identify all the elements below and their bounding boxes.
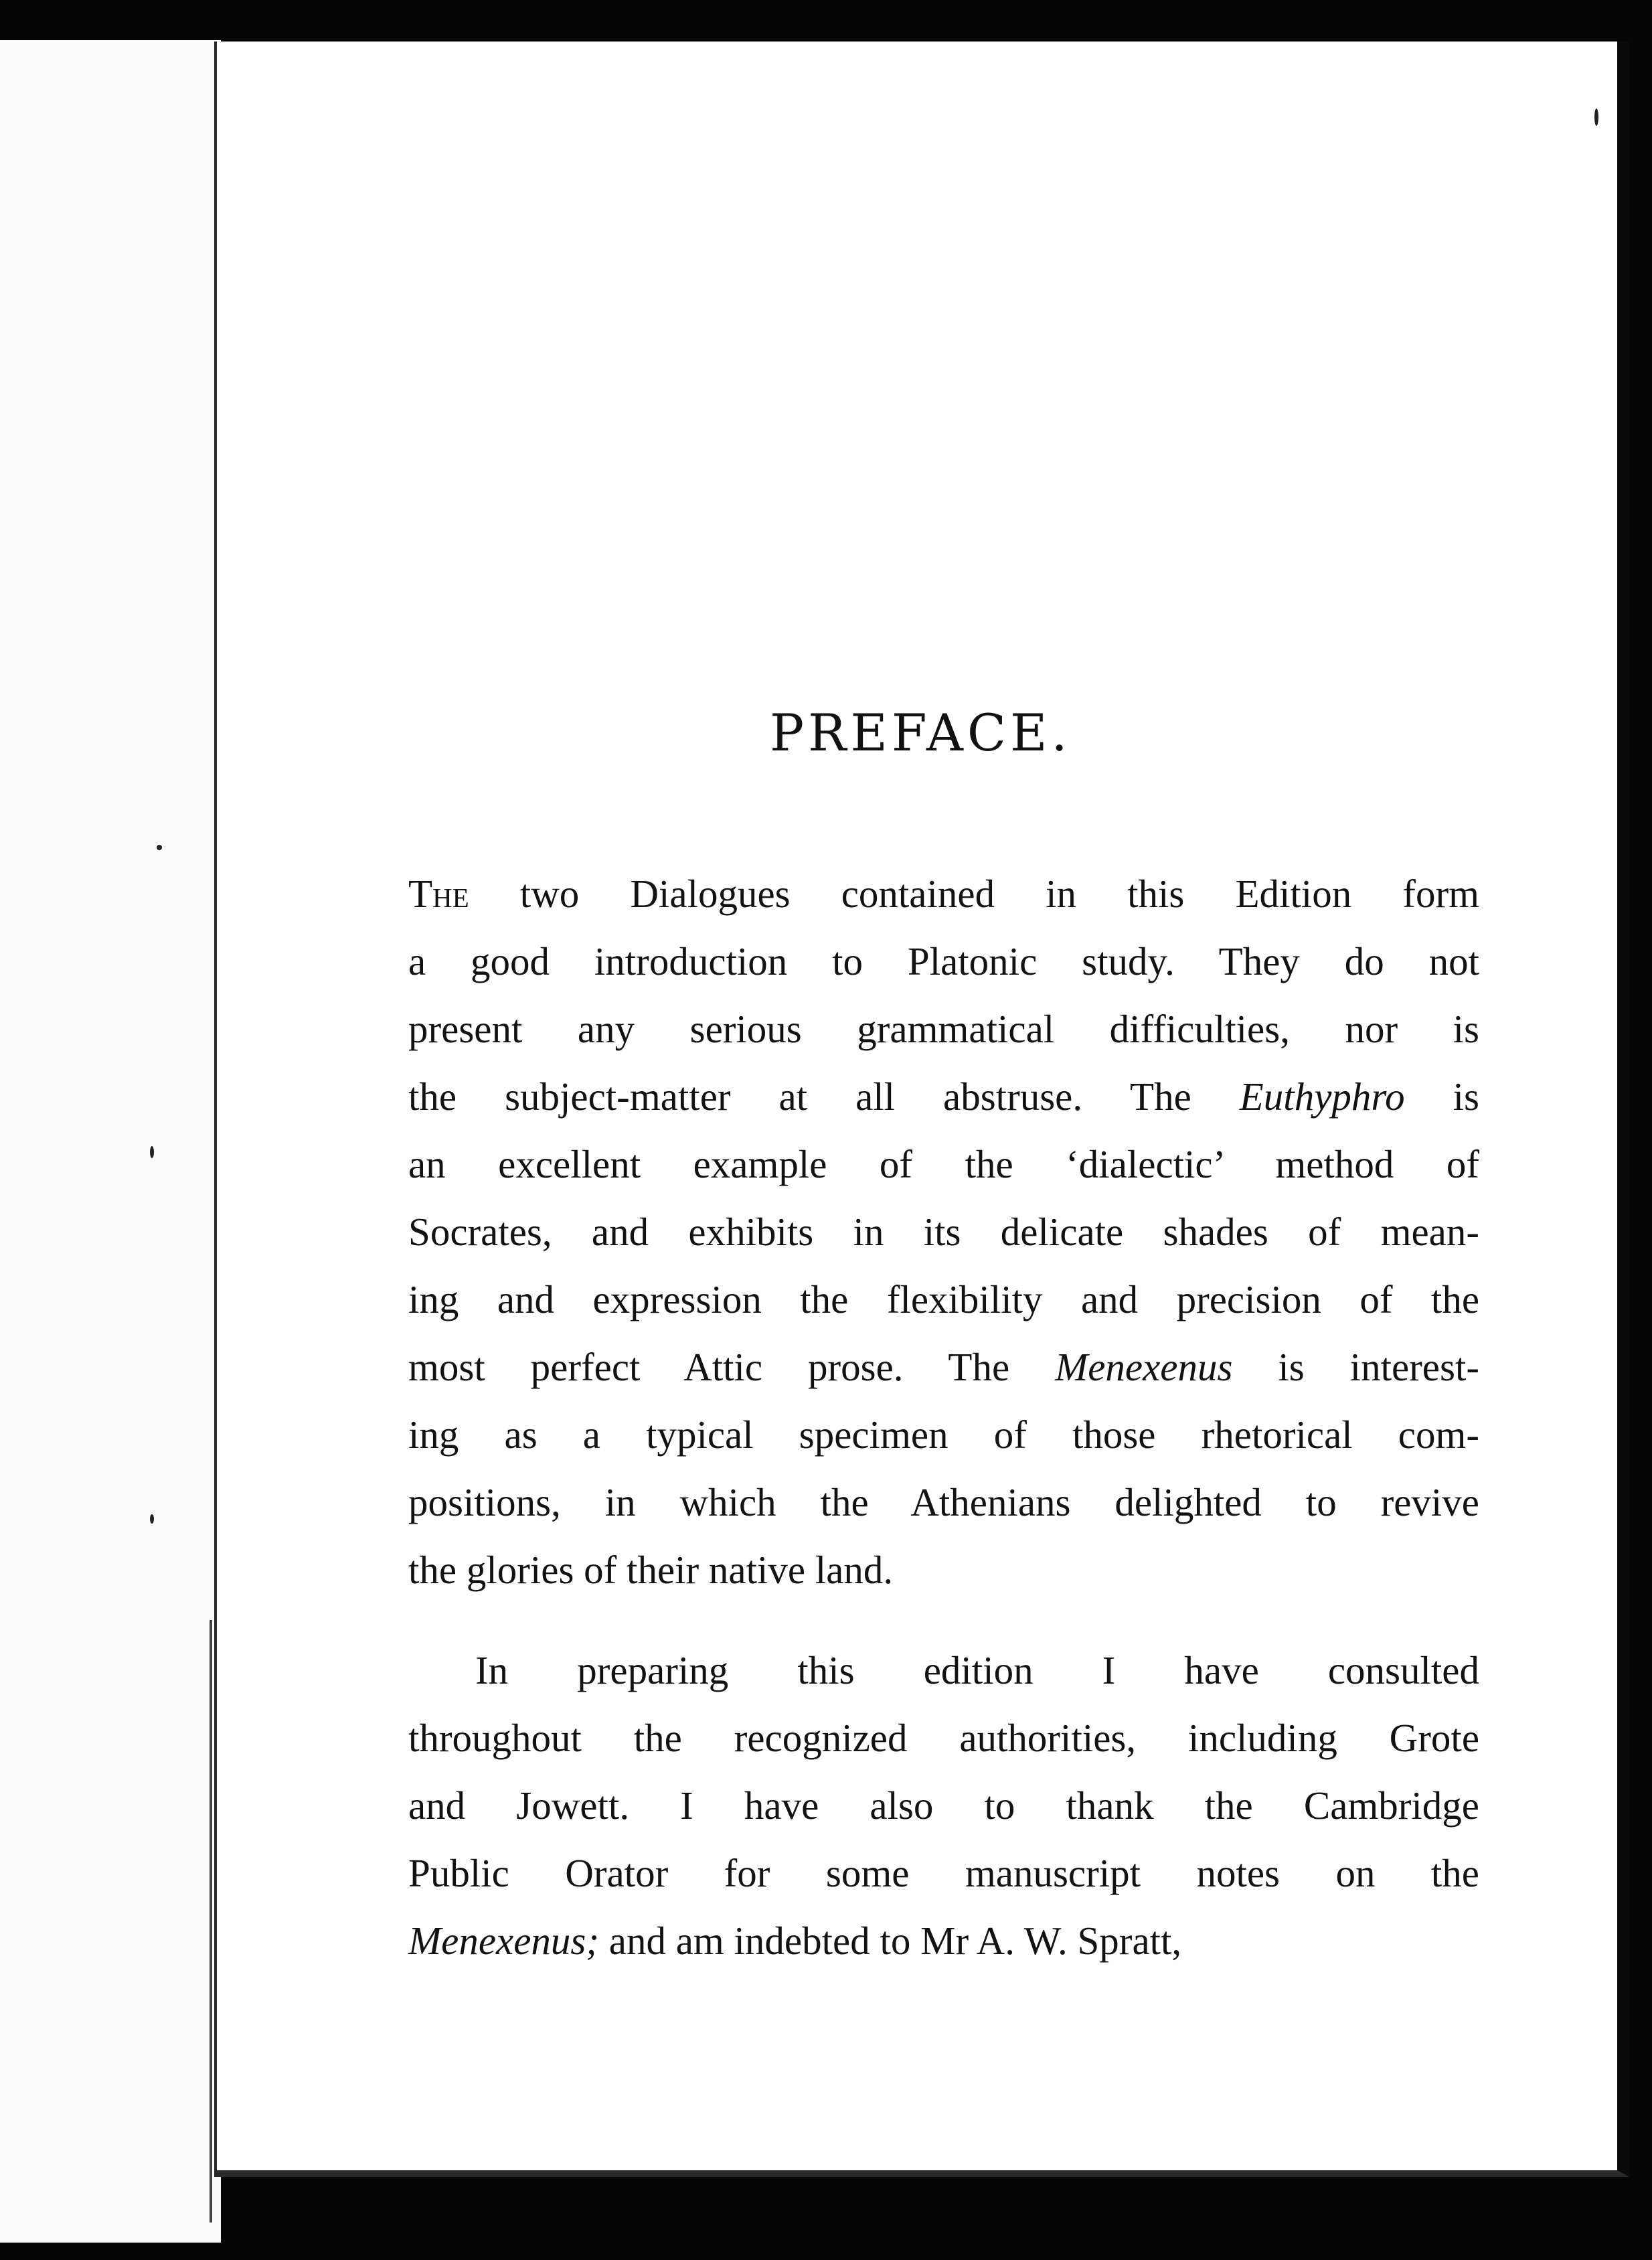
page-title: PREFACE. <box>770 703 1072 762</box>
text-line <box>408 1334 1479 1401</box>
text-run: most perfect Attic prose. The <box>408 1345 1056 1389</box>
italic-title: Menexenus; <box>408 1919 600 1963</box>
text-run: throughout the recognized authorities, including Grote <box>408 1716 1479 1760</box>
text-run: and am indebted to Mr A. W. Spratt, <box>599 1919 1182 1963</box>
text-line <box>408 1772 1479 1840</box>
text-line <box>408 1198 1479 1266</box>
text-run: Public Orator for some manuscript notes on the <box>408 1851 1479 1895</box>
text-run: present any serious grammatical difficulties, nor is <box>408 1007 1479 1051</box>
text-line <box>408 1637 1479 1704</box>
text-run: In preparing this edition I have consulted <box>475 1648 1479 1692</box>
italic-title: Euthyphro <box>1239 1074 1405 1119</box>
text-line <box>408 995 1479 1063</box>
text-line <box>408 1063 1479 1131</box>
text-run: the glories of their native land. <box>408 1548 894 1592</box>
text-run: and Jowett. I have also to thank the Cambridge <box>408 1783 1479 1828</box>
text-run: a good introduction to Platonic study. They do not <box>408 939 1479 983</box>
text-line <box>408 1907 1479 1975</box>
text-run: The <box>408 872 469 916</box>
text-line <box>408 1266 1479 1334</box>
text-line <box>408 860 1479 928</box>
text-line <box>408 1131 1479 1198</box>
text-line <box>408 1840 1479 1907</box>
text-line <box>408 1536 1479 1604</box>
gutter-line <box>210 1620 212 2223</box>
text-line <box>408 1704 1479 1772</box>
text-line <box>408 1401 1479 1469</box>
italic-title: Menexenus <box>1055 1345 1233 1389</box>
page-speck <box>157 845 162 850</box>
text-line <box>408 1469 1479 1536</box>
text-run: is <box>1404 1074 1479 1119</box>
preface-paragraph-1 <box>408 860 1479 1604</box>
text-run: two Dialogues contained in this Edition form <box>469 872 1479 916</box>
page-speck <box>150 1514 154 1524</box>
page-speck <box>150 1146 154 1158</box>
text-run: ing and expression the flexibility and precision of the <box>408 1277 1479 1321</box>
text-run: Socrates, and exhibits in its delicate shades of mean- <box>408 1210 1479 1254</box>
text-run: ing as a typical specimen of those rhetorical com- <box>408 1412 1479 1457</box>
text-run: the subject-matter at all abstruse. The <box>408 1074 1240 1119</box>
text-run: positions, in which the Athenians delighted to revive <box>408 1480 1479 1524</box>
facing-blank-page <box>0 40 221 2243</box>
preface-paragraph-2 <box>408 1637 1479 1975</box>
text-run: is interest- <box>1232 1345 1479 1389</box>
text-line <box>408 928 1479 995</box>
text-run: an excellent example of the ‘dialectic’ method of <box>408 1142 1479 1186</box>
page-speck <box>1594 108 1598 126</box>
